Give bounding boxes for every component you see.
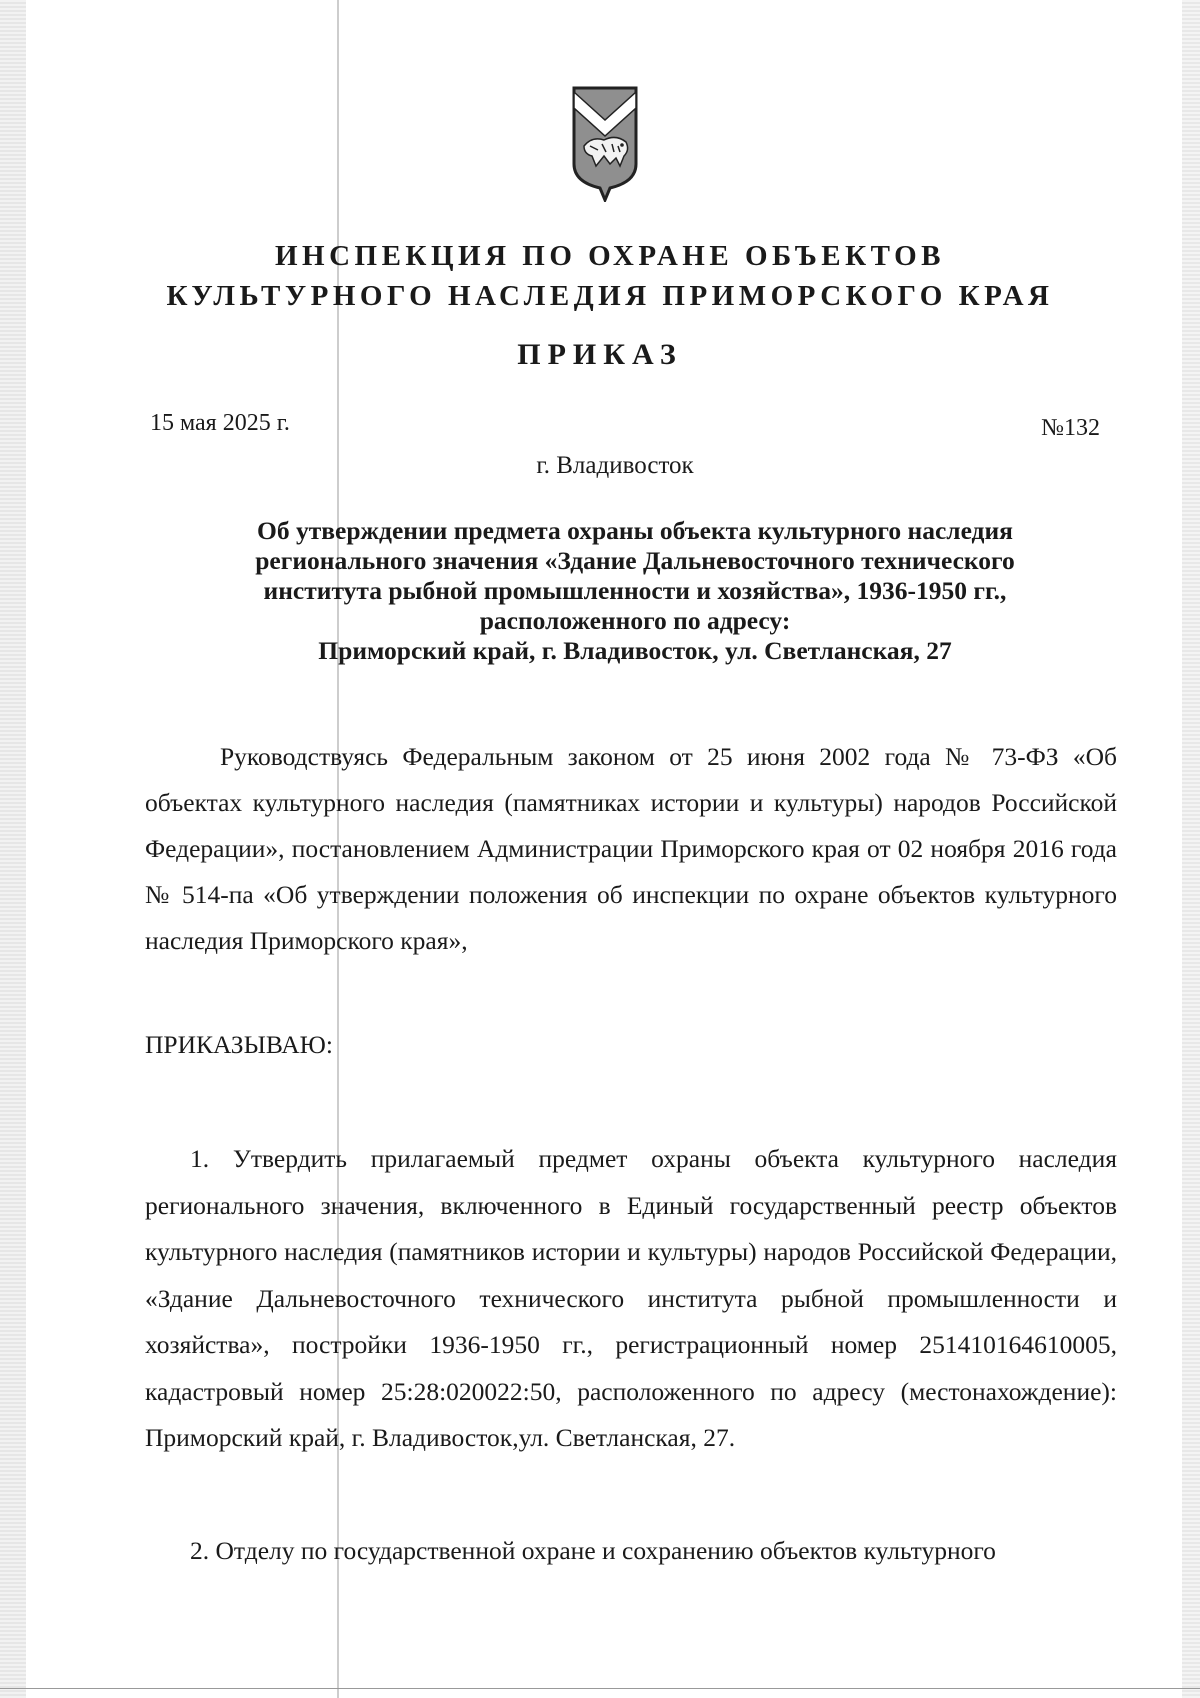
organization-title-line2: КУЛЬТУРНОГО НАСЛЕДИЯ ПРИМОРСКОГО КРАЯ [166,280,1054,312]
subject-line: регионального значения «Здание Дальневосточного технического [255,546,1015,575]
coat-of-arms-icon [570,84,640,202]
scan-edge-right [1182,0,1200,1698]
scan-edge-left [0,0,26,1698]
organization-title [150,236,1070,316]
decree-word: ПРИКАЗЫВАЮ: [145,1030,333,1059]
document-number: №132 [1041,415,1100,441]
document-city: г. Владивосток [536,452,694,479]
document-subject [140,516,1130,666]
document-type: ПРИКАЗ [517,338,683,371]
scan-bottom-edge [0,1688,1200,1689]
document-date: 15 мая 2025 г. [150,410,290,436]
order-item-1: 1. Утвердить прилагаемый предмет охраны объекта культурного наследия регионального значения, включенного в Единый государственный реестр объектов культурного наследия (памятников истории и культуры) народов Российской Федерации, «Здание Дальневосточного технического института рыбной промышленности и хозяйства», постройки 1936-1950 гг., регистрационный номер 251410164610005, кадастровый номер 25:28:020022:50, расположенного по адресу (местонахождение): Приморский край, г. Владивосток,ул. Светланская, 27. [145,1144,1117,1452]
legal-basis-paragraph: Руководствуясь Федеральным законом от 25 июня 2002 года № 73-ФЗ «Об объектах культурного наследия (памятниках истории и культуры) народов Российской Федерации», постановлением Администрации Приморского края от 02 ноября 2016 года № 514-па «Об утверждении положения об инспекции по охране объектов культурного наследия Приморского края», [145,742,1117,955]
subject-line: Приморский край, г. Владивосток, ул. Светланская, 27 [318,636,952,665]
subject-line: института рыбной промышленности и хозяйства», 1936-1950 гг., [263,576,1007,605]
subject-line: Об утверждении предмета охраны объекта культурного наследия [257,516,1013,545]
organization-title-line1: ИНСПЕКЦИЯ ПО ОХРАНЕ ОБЪЕКТОВ [274,240,946,272]
order-item-2: 2. Отделу по государственной охране и сохранению объектов культурного [190,1536,996,1565]
subject-line: расположенного по адресу: [479,606,791,635]
